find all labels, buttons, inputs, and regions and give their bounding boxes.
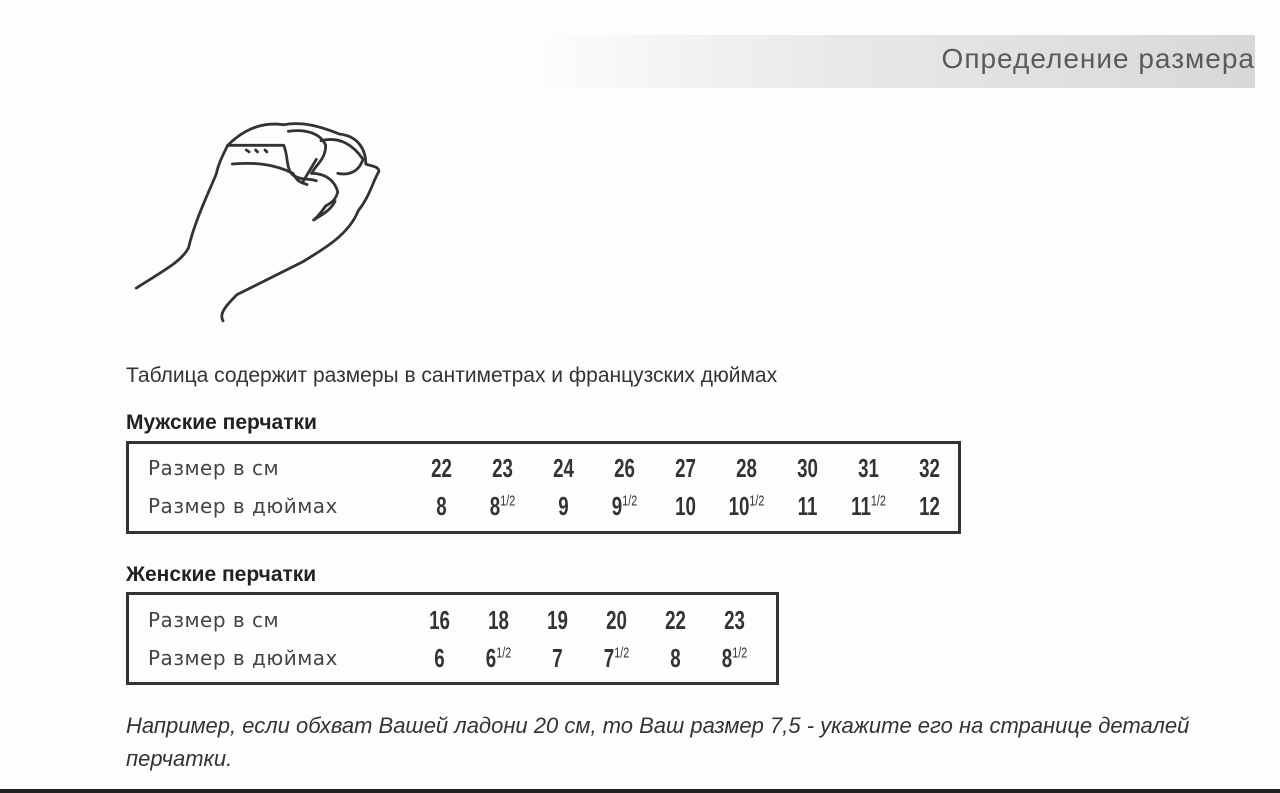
size-inch-cell bbox=[654, 643, 696, 674]
size-cm-cell: 31 bbox=[858, 452, 879, 483]
men-cm-row bbox=[148, 450, 960, 486]
page-bottom-border bbox=[0, 789, 1280, 793]
size-inch-cell bbox=[420, 491, 464, 522]
size-cm-cell: 30 bbox=[797, 452, 818, 483]
inch-whole: 8 bbox=[436, 490, 447, 521]
size-inch-cell bbox=[477, 643, 519, 674]
women-inch-row bbox=[148, 640, 764, 676]
inch-fraction: 1/2 bbox=[496, 643, 512, 661]
size-cm-cell: 28 bbox=[736, 452, 757, 483]
size-inch-cell bbox=[603, 491, 647, 522]
title-banner bbox=[540, 35, 1255, 88]
size-inch-cell bbox=[847, 491, 891, 522]
inch-whole: 10 bbox=[728, 490, 750, 521]
size-cm-cell: 18 bbox=[488, 604, 509, 635]
inch-whole: 12 bbox=[919, 490, 940, 521]
inch-whole: 9 bbox=[558, 490, 569, 521]
inch-fraction: 1/2 bbox=[870, 491, 886, 509]
size-inch-cell bbox=[725, 491, 769, 522]
inch-whole: 11 bbox=[797, 490, 818, 521]
row-label: Размер в см bbox=[148, 608, 280, 632]
inch-whole: 7 bbox=[603, 642, 615, 673]
inch-whole: 8 bbox=[670, 642, 681, 673]
inch-whole: 8 bbox=[489, 490, 501, 521]
inch-whole: 6 bbox=[434, 642, 445, 673]
inch-whole: 9 bbox=[611, 490, 623, 521]
intro-text: Таблица содержит размеры в сантиметрах и французских дюймах bbox=[126, 364, 778, 387]
row-label: Размер в см bbox=[148, 456, 280, 480]
size-cm-cell: 27 bbox=[675, 452, 696, 483]
inch-fraction: 1/2 bbox=[614, 643, 630, 661]
women-size-table bbox=[126, 592, 779, 685]
size-inch-cell bbox=[481, 491, 525, 522]
size-cm-cell: 19 bbox=[547, 604, 568, 635]
size-inch-cell bbox=[786, 491, 830, 522]
women-cm-row bbox=[148, 602, 764, 638]
inch-fraction: 1/2 bbox=[732, 643, 748, 661]
example-note: Например, если обхват Вашей ладони 20 см, то Ваш размер 7,5 - укажите его на странице деталей перчатки. bbox=[126, 713, 1190, 771]
row-label: Размер в дюймах bbox=[148, 646, 338, 670]
inch-fraction: 1/2 bbox=[622, 491, 638, 509]
size-inch-cell bbox=[542, 491, 586, 522]
size-cm-cell: 26 bbox=[614, 452, 635, 483]
size-cm-cell: 22 bbox=[431, 452, 452, 483]
hand-measurement-illustration bbox=[125, 105, 405, 335]
size-inch-cell bbox=[418, 643, 460, 674]
size-cm-cell: 23 bbox=[724, 604, 745, 635]
page-title: Определение размера bbox=[941, 43, 1255, 74]
size-inch-cell bbox=[595, 643, 637, 674]
row-label: Размер в дюймах bbox=[148, 494, 338, 518]
size-inch-cell bbox=[664, 491, 708, 522]
inch-whole: 10 bbox=[675, 490, 696, 521]
size-cm-cell: 23 bbox=[492, 452, 513, 483]
men-size-table bbox=[126, 441, 961, 534]
inch-whole: 6 bbox=[485, 642, 497, 673]
inch-fraction: 1/2 bbox=[749, 491, 765, 509]
size-cm-cell: 32 bbox=[919, 452, 940, 483]
women-heading: Женские перчатки bbox=[126, 563, 317, 586]
size-inch-cell bbox=[908, 491, 952, 522]
inch-whole: 11 bbox=[851, 490, 871, 521]
inch-whole: 7 bbox=[552, 642, 563, 673]
men-heading: Мужские перчатки bbox=[126, 411, 317, 434]
size-cm-cell: 22 bbox=[665, 604, 686, 635]
size-inch-cell bbox=[713, 643, 755, 674]
men-inch-row bbox=[148, 488, 960, 524]
size-cm-cell: 20 bbox=[606, 604, 627, 635]
size-inch-cell bbox=[536, 643, 578, 674]
size-cm-cell: 16 bbox=[429, 604, 450, 635]
inch-whole: 8 bbox=[721, 642, 733, 673]
inch-fraction: 1/2 bbox=[500, 491, 516, 509]
size-cm-cell: 24 bbox=[553, 452, 574, 483]
